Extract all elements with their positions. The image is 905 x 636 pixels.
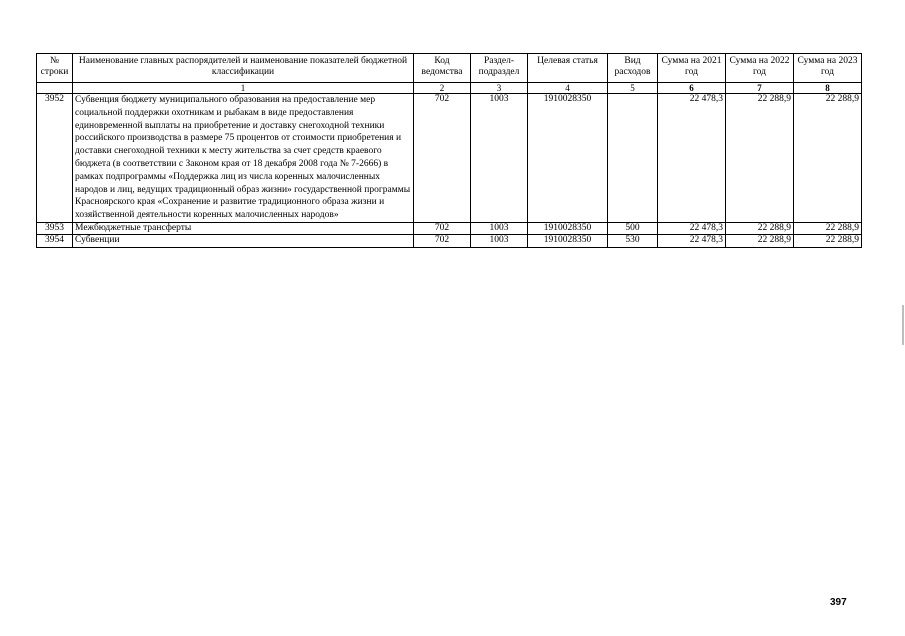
- row-sum-2022: 22 288,9: [726, 222, 794, 234]
- column-number: 8: [794, 83, 862, 94]
- table-row: [37, 94, 862, 223]
- header-sum-2023: Сумма на 2023 год: [794, 54, 862, 83]
- row-dept-code: 702: [414, 94, 471, 223]
- header-sum-2022: Сумма на 2022 год: [726, 54, 794, 83]
- row-name: Субвенции: [73, 235, 414, 247]
- row-line-number: 3954: [37, 235, 73, 247]
- header-sum-2021: Сумма на 2021 год: [658, 54, 726, 83]
- header-section: Раздел-подраздел: [471, 54, 528, 83]
- row-sum-2021: 22 478,3: [658, 94, 726, 223]
- row-expense-kind: [608, 94, 658, 223]
- row-target-article: 1910028350: [528, 235, 608, 247]
- header-row: [37, 54, 862, 83]
- header-kind: Вид расходов: [608, 54, 658, 83]
- table-row: [37, 235, 862, 247]
- row-line-number: 3953: [37, 222, 73, 234]
- row-sum-2021: 22 478,3: [658, 222, 726, 234]
- row-sum-2023: 22 288,9: [794, 235, 862, 247]
- row-section-code: 1003: [471, 94, 528, 223]
- row-expense-kind: 530: [608, 235, 658, 247]
- header-dept: Код ведомства: [414, 54, 471, 83]
- row-dept-code: 702: [414, 235, 471, 247]
- budget-table: [36, 53, 862, 248]
- row-dept-code: 702: [414, 222, 471, 234]
- row-sum-2023: 22 288,9: [794, 222, 862, 234]
- row-sum-2023: 22 288,9: [794, 94, 862, 223]
- row-name: Межбюджетные трансферты: [73, 222, 414, 234]
- column-number: 7: [726, 83, 794, 94]
- page-number: 397: [830, 597, 847, 608]
- row-name: Субвенция бюджету муниципального образования на предоставление мер социальной поддержки охотникам и рыбакам в виде предоставления единовременной выплаты на приобретение и доставку снегоходной техники российского производства в размере 75 процентов от стоимости приобретения и доставки снегоходной техники к месту жительства за счет средств краевого бюджета (в соответствии с Законом края от 18 декабря 2008 года № 7-2666) в рамках подпрограммы «Поддержка лиц из числа коренных малочисленных народов и лиц, ведущих традиционный образ жизни» государственной программы Красноярского края «Сохранение и развитие традиционного образа жизни и хозяйственной деятельности коренных малочисленных народов»: [73, 94, 414, 223]
- header-name: Наименование главных распорядителей и наименование показателей бюджетной классификации: [73, 54, 414, 83]
- column-number: 5: [608, 83, 658, 94]
- column-number: 6: [658, 83, 726, 94]
- row-expense-kind: 500: [608, 222, 658, 234]
- row-sum-2021: 22 478,3: [658, 235, 726, 247]
- row-line-number: 3952: [37, 94, 73, 223]
- row-sum-2022: 22 288,9: [726, 235, 794, 247]
- header-target: Целевая статья: [528, 54, 608, 83]
- column-number-row: [37, 83, 862, 94]
- header-line: № строки: [37, 54, 73, 83]
- column-number: 2: [414, 83, 471, 94]
- row-section-code: 1003: [471, 222, 528, 234]
- row-target-article: 1910028350: [528, 94, 608, 223]
- row-sum-2022: 22 288,9: [726, 94, 794, 223]
- column-number: 4: [528, 83, 608, 94]
- row-section-code: 1003: [471, 235, 528, 247]
- table-row: [37, 222, 862, 234]
- column-number: 1: [73, 83, 414, 94]
- column-number-blank: [37, 83, 73, 94]
- column-number: 3: [471, 83, 528, 94]
- scan-edge-mark: [902, 305, 904, 345]
- row-target-article: 1910028350: [528, 222, 608, 234]
